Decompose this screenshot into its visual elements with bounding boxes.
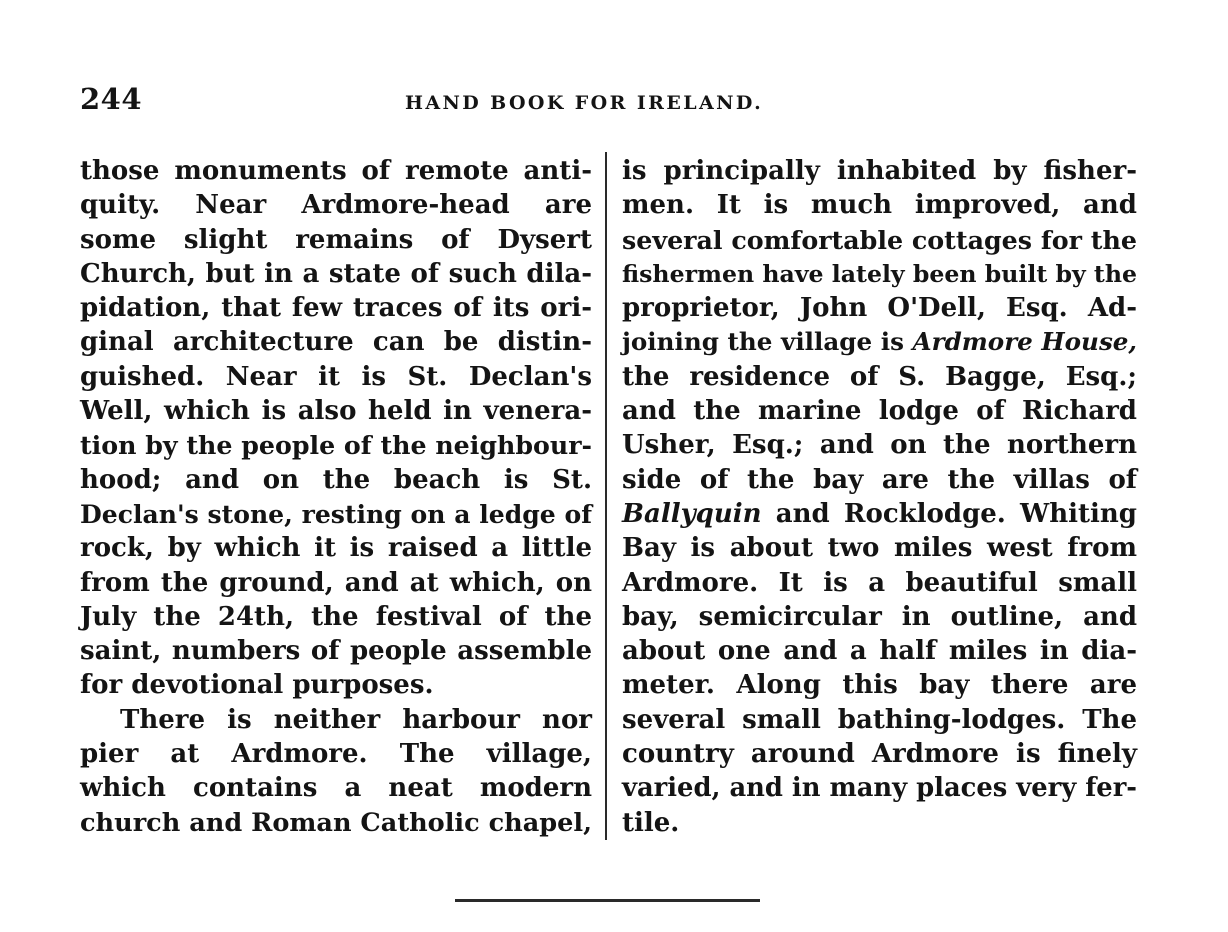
column-rule [605,152,607,840]
text-line: tion by the people of the neighbour- [80,430,592,461]
text-line: for devotional purposes. [80,670,434,701]
text-line: side of the bay are the villas of [622,464,1137,495]
text-line: country around Ardmore is finely [622,739,1137,770]
text-line: and the marine lodge of Richard [622,396,1137,427]
text-line: pidation, that few traces of its ori- [80,293,592,324]
italic-text: Ardmore House, [912,327,1137,357]
text-line [622,325,1137,359]
text-line: saint, numbers of people assemble [80,636,592,667]
text-line: those monuments of remote anti- [80,156,592,186]
italic-text: Ballyquin [622,498,762,529]
text-line: guished. Near it is St. Declan's [80,361,592,392]
text-line: Church, but in a state of such dila- [80,258,592,289]
text-line: bay, semicircular in outline, and [622,601,1137,632]
page-number: 244 [80,82,143,116]
text-line: which contains a neat modern [80,773,592,804]
text-line: pier at Ardmore. The village, [80,739,592,770]
text-line: the residence of S. Bagge, Esq.; [622,361,1137,392]
text-line: proprietor, John O'Dell, Esq. Ad- [622,293,1137,324]
text-line: Usher, Esq.; and on the northern [622,430,1137,461]
text-line: Bay is about two miles west from [622,533,1137,564]
text-line: There is neither harbour nor [120,704,592,735]
text-line: fishermen have lately been built by the [622,259,1137,288]
text-line: Ardmore. It is a beautiful small [622,567,1137,598]
text-line: some slight remains of Dysert [80,224,592,255]
line-text: joining the village is [622,327,913,357]
text-line: several small bathing-lodges. The [622,704,1137,735]
text-line: Well, which is also held in venera- [80,396,592,427]
text-line: about one and a half miles in dia- [622,636,1137,667]
text-line: quity. Near Ardmore-head are [80,190,592,221]
line-text: and Rocklodge. Whiting [761,498,1137,529]
text-line: rock, by which it is raised a little [80,533,592,564]
right-column [622,154,1137,840]
bottom-rule [455,899,760,902]
text-line: Declan's stone, resting on a ledge of [80,498,592,529]
text-line: from the ground, and at which, on [80,567,592,598]
left-column [80,154,592,840]
text-line [622,497,1137,531]
text-line: church and Roman Catholic chapel, [80,807,592,838]
text-line: is principally inhabited by fisher- [622,156,1137,186]
text-line: men. It is much improved, and [622,190,1137,221]
text-line: meter. Along this bay there are [622,670,1137,701]
text-line: hood; and on the beach is St. [80,464,592,495]
text-line: July the 24th, the festival of the [80,601,592,632]
text-line: tile. [622,807,680,838]
text-line: varied, and in many places very fer- [622,773,1137,804]
running-head: HAND BOOK FOR IRELAND. [405,92,764,114]
text-line: ginal architecture can be distin- [80,327,592,358]
text-line: several comfortable cottages for the [622,224,1137,255]
